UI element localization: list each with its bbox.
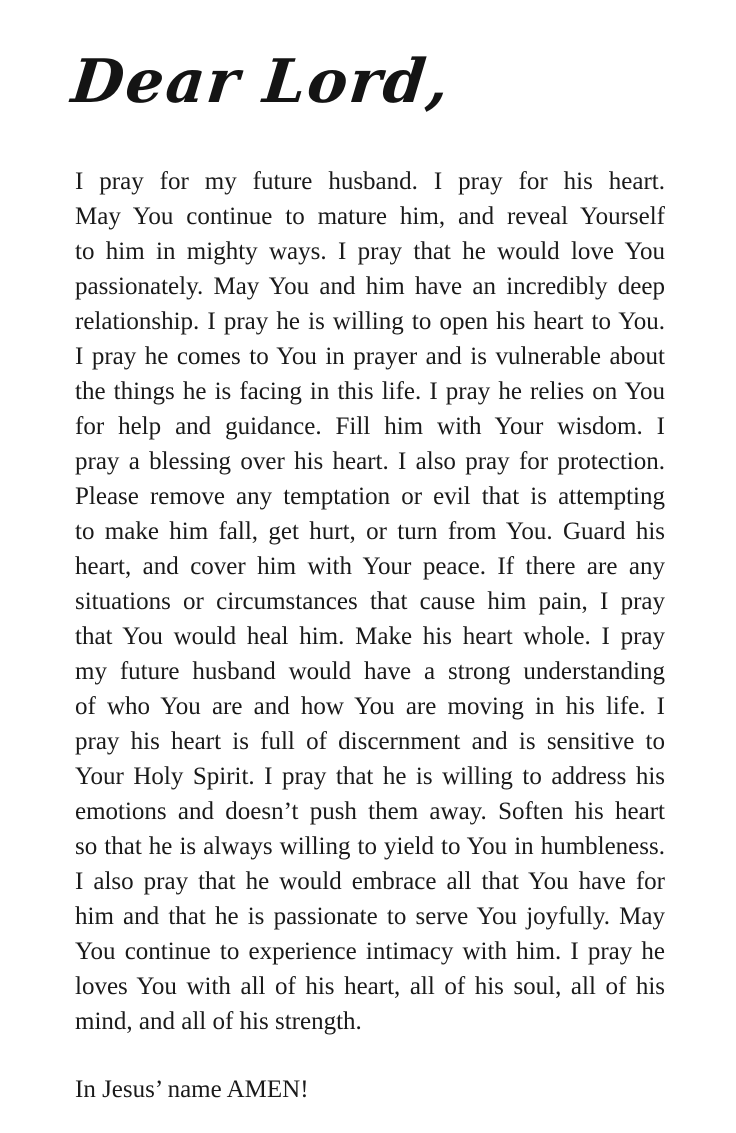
prayer-line: I also pray that he would embrace all that You have for	[75, 868, 665, 895]
prayer-line: of who You are and how You are moving in his life. I	[75, 693, 665, 720]
prayer-line: mind, and all of his strength.	[75, 1008, 362, 1035]
prayer-line: relationship. I pray he is willing to open his heart to You.	[75, 308, 665, 335]
prayer-line: Your Holy Spirit. I pray that he is willing to address his	[75, 763, 665, 790]
prayer-line: to make him fall, get hurt, or turn from You. Guard his	[75, 518, 665, 545]
prayer-line: him and that he is passionate to serve You joyfully. May	[75, 903, 665, 930]
prayer-line: passionately. May You and him have an incredibly deep	[75, 273, 665, 300]
prayer-line: situations or circumstances that cause him pain, I pray	[75, 588, 665, 615]
greeting-title: Dear Lord,	[68, 47, 454, 117]
prayer-line: heart, and cover him with Your peace. If there are any	[75, 553, 665, 580]
prayer-line: the things he is facing in this life. I pray he relies on You	[75, 378, 665, 405]
prayer-line: my future husband would have a strong understanding	[75, 658, 665, 685]
prayer-line: to him in mighty ways. I pray that he would love You	[75, 238, 665, 265]
prayer-line: Please remove any temptation or evil that is attempting	[75, 483, 665, 510]
prayer-line: that You would heal him. Make his heart whole. I pray	[75, 623, 665, 650]
prayer-body	[75, 164, 665, 1039]
prayer-line: for help and guidance. Fill him with Your wisdom. I	[75, 413, 665, 440]
prayer-line: May You continue to mature him, and reveal Yourself	[75, 203, 665, 230]
prayer-line: pray his heart is full of discernment and is sensitive to	[75, 728, 665, 755]
prayer-line: emotions and doesn’t push them away. Soften his heart	[75, 798, 665, 825]
prayer-line: You continue to experience intimacy with him. I pray he	[75, 938, 665, 965]
closing-line: In Jesus’ name AMEN!	[75, 1076, 309, 1103]
prayer-line: I pray for my future husband. I pray for his heart.	[75, 168, 665, 195]
prayer-line: I pray he comes to You in prayer and is vulnerable about	[75, 343, 665, 370]
prayer-line: pray a blessing over his heart. I also pray for protection.	[75, 448, 665, 475]
prayer-line: so that he is always willing to yield to You in humbleness.	[75, 833, 665, 860]
prayer-line: loves You with all of his heart, all of his soul, all of his	[75, 973, 665, 1000]
